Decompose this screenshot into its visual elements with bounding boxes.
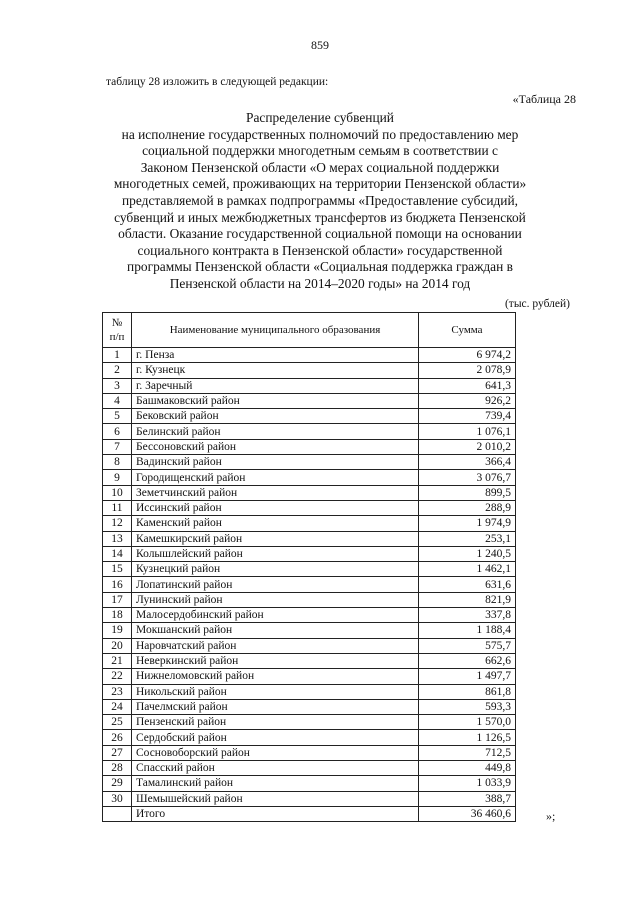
table-row [103,791,516,806]
table-row [103,745,516,760]
row-name: Башмаковский район [132,393,419,408]
row-sum: 1 188,4 [419,623,516,638]
row-sum: 2 010,2 [419,439,516,454]
row-num: 24 [103,699,132,714]
table-row [103,562,516,577]
row-name: Вадинский район [132,455,419,470]
title-line: социальной поддержки многодетным семьям в соответствии с [142,143,498,159]
row-sum: 388,7 [419,791,516,806]
row-sum: 449,8 [419,761,516,776]
row-sum: 631,6 [419,577,516,592]
row-name: Наровчатский район [132,638,419,653]
title-line: Распределение субвенций [246,110,394,125]
closing-mark: »; [546,809,556,823]
document-title [78,110,562,293]
table-row [103,546,516,561]
table-row [103,378,516,393]
row-sum: 3 076,7 [419,470,516,485]
row-name: Лунинский район [132,592,419,607]
row-sum: 899,5 [419,485,516,500]
row-num: 21 [103,653,132,668]
header-num-line1: № [111,317,123,329]
row-name: Никольский район [132,684,419,699]
row-num: 5 [103,409,132,424]
row-sum: 288,9 [419,500,516,515]
row-num: 30 [103,791,132,806]
table-row [103,638,516,653]
title-line: многодетных семей, проживающих на территории Пензенской области» [113,176,527,192]
table-row [103,531,516,546]
row-name: Неверкинский район [132,653,419,668]
row-num: 3 [103,378,132,393]
row-name: Нижнеломовский район [132,669,419,684]
table-row [103,485,516,500]
row-num: 27 [103,745,132,760]
row-name: Сердобский район [132,730,419,745]
row-sum: 1 240,5 [419,546,516,561]
total-label: Итого [132,806,419,821]
row-sum: 1 497,7 [419,669,516,684]
row-num: 7 [103,439,132,454]
row-name: Городищенский район [132,470,419,485]
row-sum: 1 126,5 [419,730,516,745]
row-num: 23 [103,684,132,699]
row-name: Иссинский район [132,500,419,515]
title-line: Законом Пензенской области «О мерах социальной поддержки [140,159,500,175]
row-name: Шемышейский район [132,791,419,806]
row-name: Пачелмский район [132,699,419,714]
title-line: представляемой в рамках подпрограммы «Предоставление субсидий, [122,192,518,208]
title-line: социального контракта в Пензенской области» государственной [137,242,503,258]
row-sum: 861,8 [419,684,516,699]
table-row [103,363,516,378]
row-sum: 1 076,1 [419,424,516,439]
row-name: Спасский район [132,761,419,776]
row-num: 10 [103,485,132,500]
title-line: на исполнение государственных полномочий по предоставлению мер [121,126,519,142]
row-num: 22 [103,669,132,684]
row-sum: 821,9 [419,592,516,607]
row-name: Мокшанский район [132,623,419,638]
row-num: 9 [103,470,132,485]
title-line: Пензенской области на 2014–2020 годы» на 2014 год [169,275,471,291]
page-number: 859 [311,38,329,52]
table-row [103,776,516,791]
row-sum: 337,8 [419,608,516,623]
table-row [103,409,516,424]
row-num: 14 [103,546,132,561]
row-name: Кузнецкий район [132,562,419,577]
table-row [103,699,516,714]
header-num-line2: п/п [109,331,125,343]
row-num: 16 [103,577,132,592]
row-sum: 641,3 [419,378,516,393]
row-name: Земетчинский район [132,485,419,500]
row-num: 4 [103,393,132,408]
row-num: 26 [103,730,132,745]
row-sum: 926,2 [419,393,516,408]
row-num: 28 [103,761,132,776]
row-name: г. Кузнецк [132,363,419,378]
row-name: Бессоновский район [132,439,419,454]
row-num: 17 [103,592,132,607]
title-line: области. Оказание государственной социальной помощи на основании [118,226,522,242]
header-num [103,313,132,348]
row-name: Пензенский район [132,715,419,730]
row-name: Сосновоборский район [132,745,419,760]
table-row [103,516,516,531]
row-sum: 575,7 [419,638,516,653]
row-sum: 253,1 [419,531,516,546]
row-num: 12 [103,516,132,531]
row-name: Малосердобинский район [132,608,419,623]
table-body [103,348,516,807]
subsidy-table [102,312,516,822]
row-num: 1 [103,348,132,363]
table-row [103,684,516,699]
table-row [103,761,516,776]
header-name: Наименование муниципального образования [132,313,419,348]
table-row [103,500,516,515]
row-name: Камешкирский район [132,531,419,546]
row-name: Тамалинский район [132,776,419,791]
total-row [103,806,516,821]
table-row [103,470,516,485]
table-row [103,592,516,607]
table-row [103,715,516,730]
row-num: 2 [103,363,132,378]
total-num-cell [103,806,132,821]
table-row [103,577,516,592]
table-row [103,439,516,454]
row-name: Лопатинский район [132,577,419,592]
row-sum: 662,6 [419,653,516,668]
row-num: 15 [103,562,132,577]
title-line: субвенций и иных межбюджетных трансфертов из бюджета Пензенской [114,209,526,225]
table-row [103,348,516,363]
row-sum: 712,5 [419,745,516,760]
row-num: 19 [103,623,132,638]
row-num: 11 [103,500,132,515]
title-line: программы Пензенской области «Социальная поддержка граждан в [127,259,513,275]
row-sum: 593,3 [419,699,516,714]
table-row [103,623,516,638]
row-sum: 739,4 [419,409,516,424]
row-sum: 366,4 [419,455,516,470]
row-num: 29 [103,776,132,791]
intro-text: таблицу 28 изложить в следующей редакции: [106,76,329,88]
row-num: 6 [103,424,132,439]
table-header-row [103,313,516,348]
row-num: 20 [103,638,132,653]
table-row [103,730,516,745]
units-label: (тыс. рублей) [504,298,570,310]
row-name: Бековский район [132,409,419,424]
row-sum: 6 974,2 [419,348,516,363]
row-num: 18 [103,608,132,623]
table-row [103,608,516,623]
table-row [103,455,516,470]
row-sum: 1 462,1 [419,562,516,577]
total-sum: 36 460,6 [419,806,516,821]
table-row [103,424,516,439]
row-name: Каменский район [132,516,419,531]
row-name: г. Заречный [132,378,419,393]
row-sum: 2 078,9 [419,363,516,378]
row-num: 8 [103,455,132,470]
row-name: Белинский район [132,424,419,439]
table-label: «Таблица 28 [512,92,576,106]
header-sum: Сумма [419,313,516,348]
table-row [103,393,516,408]
row-name: г. Пенза [132,348,419,363]
row-num: 13 [103,531,132,546]
row-name: Колышлейский район [132,546,419,561]
row-num: 25 [103,715,132,730]
row-sum: 1 570,0 [419,715,516,730]
row-sum: 1 033,9 [419,776,516,791]
row-sum: 1 974,9 [419,516,516,531]
table-row [103,653,516,668]
table-row [103,669,516,684]
